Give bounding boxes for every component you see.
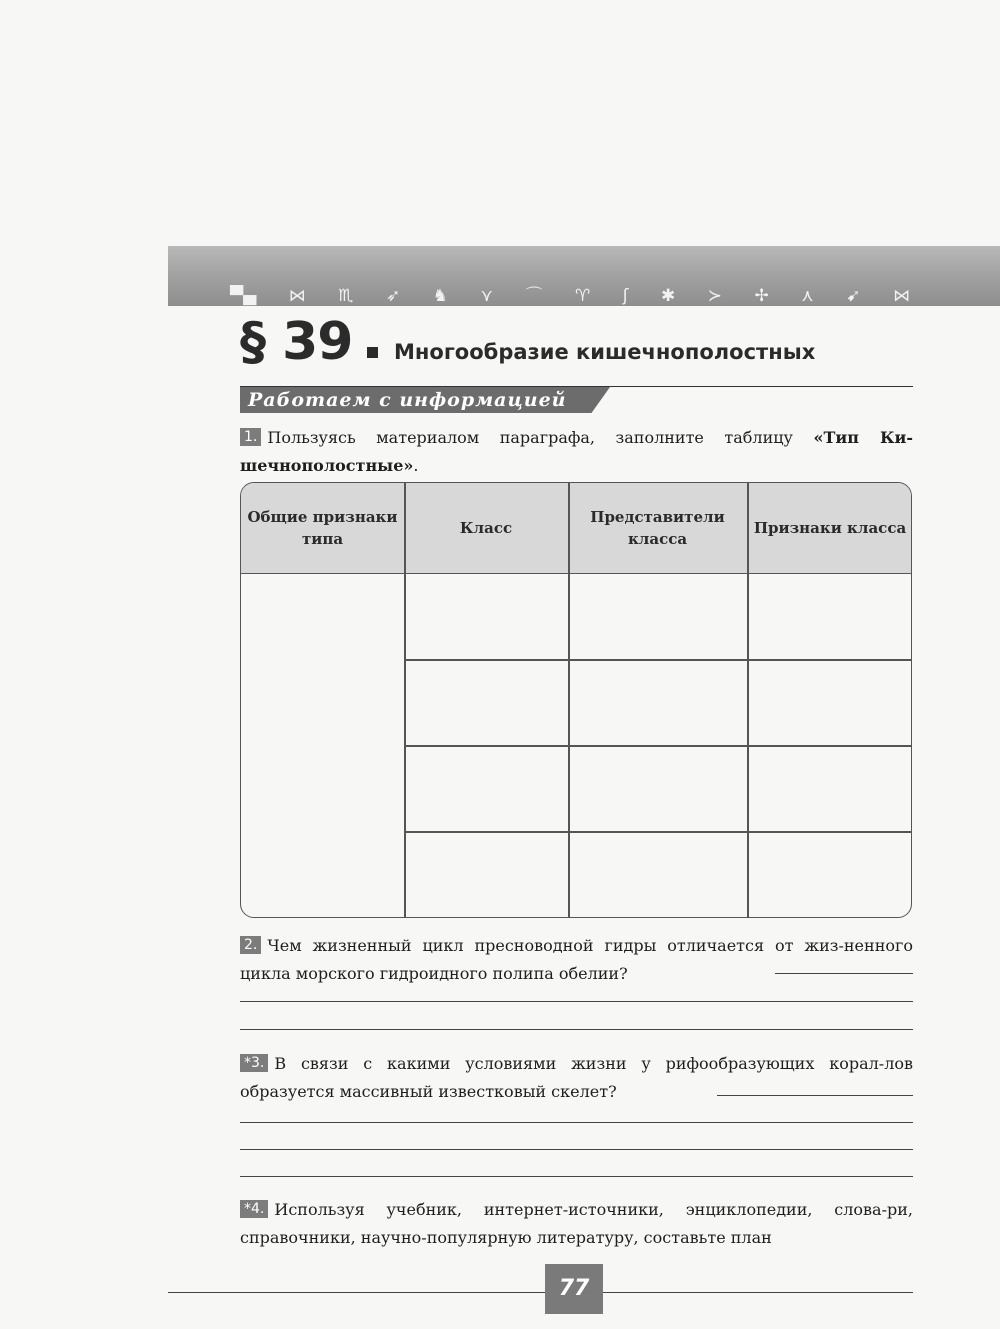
answer-line[interactable] [240, 1122, 913, 1123]
table-header-class-traits: Признаки класса [753, 519, 907, 537]
table-divider [568, 483, 570, 917]
page-title: Многообразие кишечнополостных [394, 340, 816, 364]
task-number: 2. [240, 936, 261, 954]
fill-in-table [240, 482, 912, 918]
footer-rule-right [603, 1292, 913, 1293]
answer-line[interactable] [240, 1029, 913, 1030]
task-2 [240, 932, 913, 988]
table-cell[interactable] [404, 574, 568, 659]
task-text: В связи с какими условиями жизни у рифообразующих корал-лов образуется массивный известковый скелет? [240, 1054, 913, 1101]
table-cell[interactable] [404, 746, 568, 831]
heron-icon: ʃ [622, 286, 629, 306]
crane-icon: ⋏ [801, 286, 814, 306]
paragraph-number: § 39 [240, 312, 353, 372]
task-3 [240, 1050, 913, 1106]
scorpion-icon: ♏ [338, 286, 354, 306]
answer-line[interactable] [240, 1001, 913, 1002]
task-text-end: . [413, 456, 419, 475]
insect-icon: ✱ [660, 286, 676, 306]
dolphin-icon: ⌒ [525, 286, 543, 306]
butterfly-icon: ⋈ [893, 286, 910, 306]
task-1 [240, 424, 913, 480]
task-number: *3. [240, 1054, 268, 1072]
table-header-general-traits: Общие признаки типа [247, 508, 398, 548]
task-number: 1. [240, 428, 261, 446]
answer-line[interactable] [240, 1176, 913, 1177]
answer-line[interactable] [240, 1149, 913, 1150]
paragraph-dot [367, 347, 378, 358]
butterfly-icon: ⋈ [288, 286, 306, 306]
bison-icon: ▀▄ [230, 286, 257, 306]
task-4 [240, 1196, 913, 1252]
table-header-representatives: Представители класса [590, 508, 725, 548]
fish-icon: ➶ [385, 286, 401, 306]
answer-line[interactable] [717, 1095, 913, 1096]
page-number: 77 [545, 1264, 603, 1314]
table-header-class: Класс [459, 519, 513, 537]
task-number: *4. [240, 1200, 268, 1218]
task-text: Пользуясь материалом параграфа, заполните таблицу [267, 428, 814, 447]
bird-icon: ⋎ [480, 286, 493, 306]
fish-icon: ≻ [707, 286, 722, 306]
table-cell[interactable] [404, 832, 568, 918]
table-cell-general-traits[interactable] [241, 574, 404, 918]
section-rule [240, 386, 913, 387]
table-cell[interactable] [404, 660, 568, 745]
antelope-icon: ➹ [846, 286, 861, 306]
task-text: Чем жизненный цикл пресноводной гидры отличается от жиз-ненного цикла морского гидроидного полипа обелии? [240, 936, 913, 983]
section-label: Работаем с информацией [248, 389, 567, 411]
task-text: Используя учебник, интернет-источники, энциклопедии, слова-ри, справочники, научно-популярную литературу, составьте план [240, 1200, 913, 1247]
answer-line[interactable] [775, 973, 913, 974]
task-table-title: «Тип Ки-шечнополостные» [240, 428, 914, 475]
footer-rule-left [168, 1292, 545, 1293]
fly-icon: ✢ [754, 286, 769, 306]
animal-silhouettes [230, 284, 910, 306]
horse-icon: ♞ [432, 286, 448, 306]
table-divider [747, 483, 749, 917]
goat-icon: ♈ [574, 286, 591, 306]
